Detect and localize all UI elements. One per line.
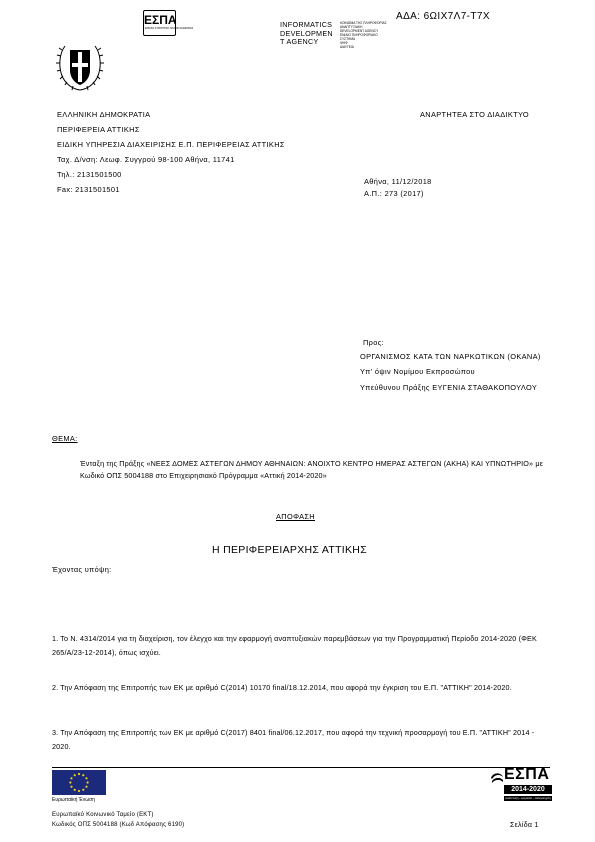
espa-footer-text: ΕΣΠΑ <box>504 766 550 783</box>
document-ref: Α.Π.: 273 (2017) <box>364 189 424 198</box>
agency-block <box>280 21 333 47</box>
sender-line: ΕΙΔΙΚΗ ΥΠΗΡΕΣΙΑ ΔΙΑΧΕΙΡΙΣΗΣ Ε.Π. ΠΕΡΙΦΕΡΕΙΑΣ ΑΤΤΙΚΗΣ <box>57 140 285 149</box>
sender-line: Ταχ. Δ/νση: Λεωφ. Συγγρού 98-100 Αθήνα, 11741 <box>57 155 235 164</box>
subject-text: Ένταξη της Πράξης «ΝΕΕΣ ΔΟΜΕΣ ΑΣΤΕΓΩΝ ΔΗΜΟΥ ΑΘΗΝΑΙΩΝ: ΑΝΟΙΧΤΟ ΚΕΝΤΡΟ ΗΜΕΡΑΣ ΑΣΤΕΓΩΝ (ΑΚΗΑ) ΚΑΙ ΥΠΝΩΤΗΡΙΟ» με Κωδικό ΟΠΣ 5004188 στο Επιχειρησιακό Πρόγραμμα «Αττική 2014-2020» <box>80 459 543 480</box>
publish-note: ΑΝΑΡΤΗΤΕΑ ΣΤΟ ΔΙΑΔΙΚΤΥΟ <box>420 110 530 119</box>
sender-line: ΕΛΛΗΝΙΚΗ ΔΗΜΟΚΡΑΤΙΑ <box>57 110 151 119</box>
page-number: Σελίδα 1 <box>510 822 539 829</box>
eu-label: Ευρωπαϊκή Ένωση <box>52 797 95 803</box>
document-title: Η ΠΕΡΙΦΕΡΕΙΑΡΧΗΣ ΑΤΤΙΚΗΣ <box>212 544 367 556</box>
agency-small-line: ΣΥΣΤΗΜΑ <box>340 37 356 41</box>
espa-footer-logo <box>490 768 552 808</box>
agency-small-line: ΨΗΦ <box>340 41 348 45</box>
agency-small-line: ΑΝΑΠΤΥΞΙΑΚΗ <box>340 25 363 29</box>
subject-label: ΘΕΜΑ: <box>52 434 78 443</box>
agency-small-line: ΚΟΙΝΩΝΙΑ ΤΗΣ ΠΛΗΡΟΦΟΡΙΑΣ <box>340 21 387 25</box>
ops-code: Κωδικός ΟΠΣ 5004188 (Κωδ Απόφασης 6190) <box>52 822 185 828</box>
document-date: Αθήνα, 11/12/2018 <box>364 177 432 186</box>
agency-small-line: ΕΝΙΑΙΟ ΠΛΗΡΟΦΟΡΙΑΚΟ <box>340 33 378 37</box>
coat-of-arms-icon <box>55 38 105 92</box>
having-regard: Έχοντας υπόψη: <box>52 565 112 574</box>
agency-line: T AGENCY <box>280 37 319 47</box>
agency-small-block <box>340 21 387 49</box>
sender-line: ΠΕΡΙΦΕΡΕΙΑ ΑΤΤΙΚΗΣ <box>57 125 140 134</box>
ada-code: ΑΔΑ: 6ΩΙΧ7Λ7-Τ7Χ <box>396 11 490 22</box>
list-item: 2. Την Απόφαση της Επιτροπής των ΕΚ με αριθμό C(2014) 10170 final/18.12.2014, που αφορά την έγκριση του Ε.Π. "ΑΤΤΙΚΗ" 2014-2020. <box>52 683 512 692</box>
recipient-org: ΟΡΓΑΝΙΣΜΟΣ ΚΑΤΑ ΤΩΝ ΝΑΡΚΩΤΙΚΩΝ (ΟΚΑΝΑ) <box>360 352 541 361</box>
list-item: 1. Το Ν. 4314/2014 για τη διαχείριση, τον έλεγχο και την εφαρμογή αναπτυξιακών παρεμβάσεων για την Προγραμματική Περίοδο 2014-2020 (ΦΕΚ 265/Α/23-12-2014), όπως ισχύει. <box>52 634 537 657</box>
agency-small-line: DEVELOPMENT AGENCY <box>340 29 379 33</box>
espa-swirl-icon <box>490 770 504 784</box>
sender-line: Τηλ.: 2131501500 <box>57 170 122 179</box>
espa-logo-text: ΕΣΠΑ <box>144 13 177 27</box>
eu-flag-icon <box>52 770 106 795</box>
fund-label: Ευρωπαϊκό Κοινωνικό Ταμείο (ΕΚΤ) <box>52 812 154 818</box>
recipient-attn: Υπεύθυνου Πράξης ΕΥΓΕΝΙΑ ΣΤΑΘΑΚΟΠΟΥΛΟΥ <box>360 383 538 392</box>
espa-footer-years: 2014-2020 <box>504 785 552 794</box>
decision-label: ΑΠΟΦΑΣΗ <box>276 512 315 521</box>
agency-small-line: ΔΙΑΥΓΕΙΑ <box>340 45 354 49</box>
recipient-attn: Υπ' όψιν Νομίμου Εκπροσώπου <box>360 367 475 376</box>
agency-line: INFORMATICS <box>280 20 333 29</box>
espa-logo <box>143 10 194 36</box>
espa-footer-slogan: ανάπτυξη - εργασία - αλληλεγγύη <box>505 796 551 800</box>
agency-line: DEVELOPMEN <box>280 28 333 38</box>
recipient-label: Προς: <box>363 338 385 347</box>
espa-logo-sub: ΕΘΝΙΚΟ ΣΤΡΑΤΗΓΙΚΟ ΠΛΑΙΣΙΟ ΑΝΑΦΟΡΑΣ <box>145 27 194 30</box>
footer-rule <box>52 767 550 768</box>
list-item: 3. Την Απόφαση της Επιτροπής των ΕΚ με αριθμό C(2017) 8401 final/06.12.2017, που αφορά την τεχνική προσαρμογή του Ε.Π. "ΑΤΤΙΚΗ" 2014 - 2020. <box>52 728 535 751</box>
sender-line: Fax: 2131501501 <box>57 185 120 194</box>
